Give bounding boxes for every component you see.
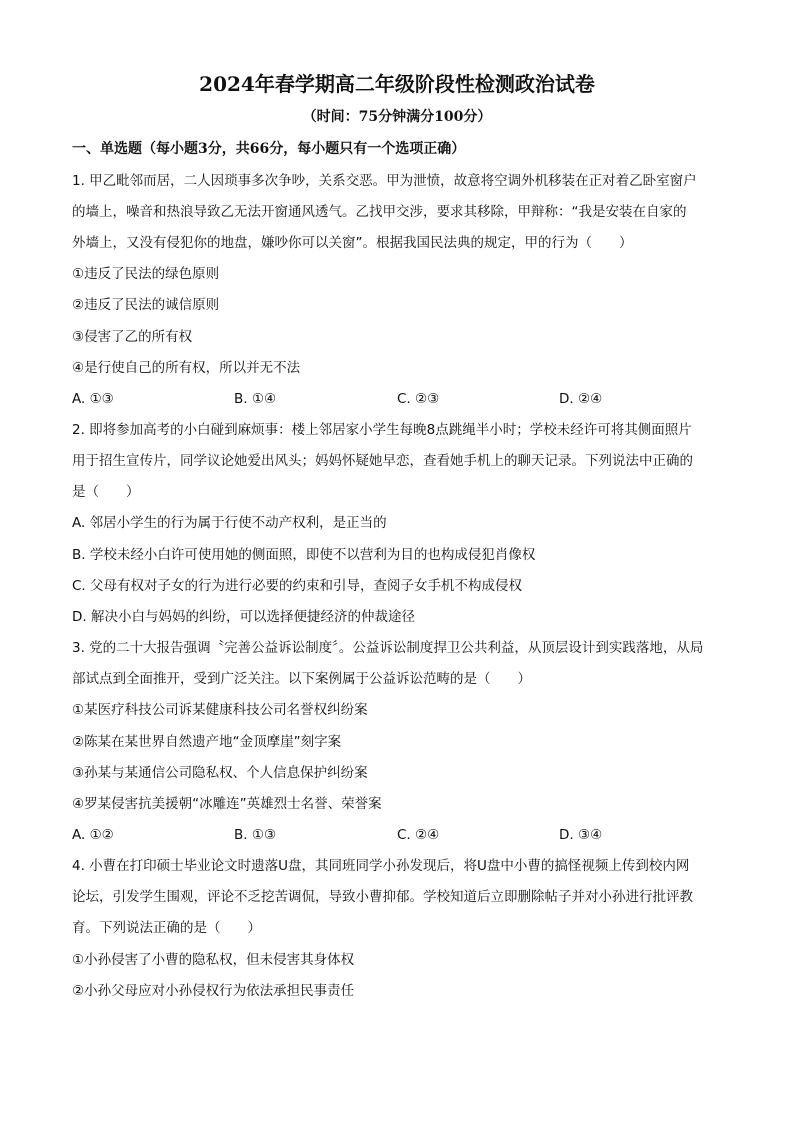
- q3-options: [72, 825, 722, 845]
- q1-item: ④是行使自己的所有权，所以并无不法: [72, 360, 301, 376]
- q3-option-c: C. ②④: [397, 827, 440, 843]
- q2-choice-c: C. 父母有权对子女的行为进行必要的约束和引导，查阅子女手机不构成侵权: [72, 578, 523, 594]
- q4-item: ①小孙侵害了小曹的隐私权，但未侵害其身体权: [72, 952, 355, 968]
- q4-item: ②小孙父母应对小孙侵权行为依法承担民事责任: [72, 983, 355, 999]
- q2-choice-d: D. 解决小白与妈妈的纠纷，可以选择便捷经济的仲裁途径: [72, 609, 415, 625]
- q3-stem-line: 部试点到全面推开，受到广泛关注。以下案例属于公益诉讼范畴的是（ ）: [72, 671, 531, 687]
- q4-stem-line: 4. 小曹在打印硕士毕业论文时遗落U盘，其同班同学小孙发现后，将U盘中小曹的搞怪视频上传到校内网: [72, 858, 690, 874]
- q1-item: ①违反了民法的绿色原则: [72, 266, 220, 282]
- q1-item: ②违反了民法的诚信原则: [72, 297, 220, 313]
- q3-option-d: D. ③④: [559, 827, 603, 843]
- q2-stem-line: 用于招生宣传片，同学议论她爱出风头；妈妈怀疑她早恋，查看她手机上的聊天记录。下列说法中正确的: [72, 453, 693, 469]
- q1-stem-line: 的墙上，噪音和热浪导致乙无法开窗通风透气。乙找甲交涉，要求其移除，甲辩称：“我是安装在自家的: [72, 204, 687, 220]
- q3-item: ④罗某侵害抗美援朝“冰雕连”英雄烈士名誉、荣誉案: [72, 796, 382, 812]
- section-heading: 一、单选题（每小题3分，共66分，每小题只有一个选项正确）: [72, 141, 466, 157]
- q2-choice-b: B. 学校未经小白许可使用她的侧面照，即使不以营利为目的也构成侵犯肖像权: [72, 547, 536, 563]
- q2-choice-a: A. 邻居小学生的行为属于行使不动产权利，是正当的: [72, 515, 387, 531]
- q1-option-d: D. ②④: [559, 391, 603, 407]
- q1-stem-line: 外墙上，又没有侵犯你的地盘，嫌吵你可以关窗”。根据我国民法典的规定，甲的行为（ ）: [72, 235, 633, 251]
- exam-time-note: （时间：75分钟满分100分）: [302, 109, 492, 125]
- q1-item: ③侵害了乙的所有权: [72, 329, 193, 345]
- q3-item: ③孙某与某通信公司隐私权、个人信息保护纠纷案: [72, 765, 368, 781]
- q4-stem-line: 论坛，引发学生围观，评论不乏挖苦调侃，导致小曹抑郁。学校知道后立即删除帖子并对小孙进行批评教: [72, 889, 693, 905]
- q3-item: ②陈某在某世界自然遗产地“金顶摩崖”刻字案: [72, 734, 342, 750]
- page-title: 2024年春学期高二年级阶段性检测政治试卷: [199, 72, 595, 96]
- q2-stem-line: 2. 即将参加高考的小白碰到麻烦事：楼上邻居家小学生每晚8点跳绳半小时；学校未经许可将其侧面照片: [72, 422, 692, 438]
- q3-option-a: A. ①②: [72, 827, 114, 843]
- q1-option-b: B. ①④: [234, 391, 277, 407]
- q3-option-b: B. ①③: [234, 827, 277, 843]
- q1-options: [72, 389, 722, 409]
- q3-item: ①某医疗科技公司诉某健康科技公司名誉权纠纷案: [72, 702, 368, 718]
- q1-option-c: C. ②③: [397, 391, 440, 407]
- q1-stem-line: 1. 甲乙毗邻而居，二人因琐事多次争吵，关系交恶。甲为泄愤，故意将空调外机移装在正对着乙卧室窗户: [72, 173, 697, 189]
- q4-stem-line: 育。下列说法正确的是（ ）: [72, 920, 261, 936]
- q2-stem-line: 是（ ）: [72, 484, 140, 500]
- q3-stem-line: 3. 党的二十大报告强调〝完善公益诉讼制度〞。公益诉讼制度捍卫公共利益，从顶层设计到实践落地，从局: [72, 640, 704, 656]
- q1-option-a: A. ①③: [72, 391, 114, 407]
